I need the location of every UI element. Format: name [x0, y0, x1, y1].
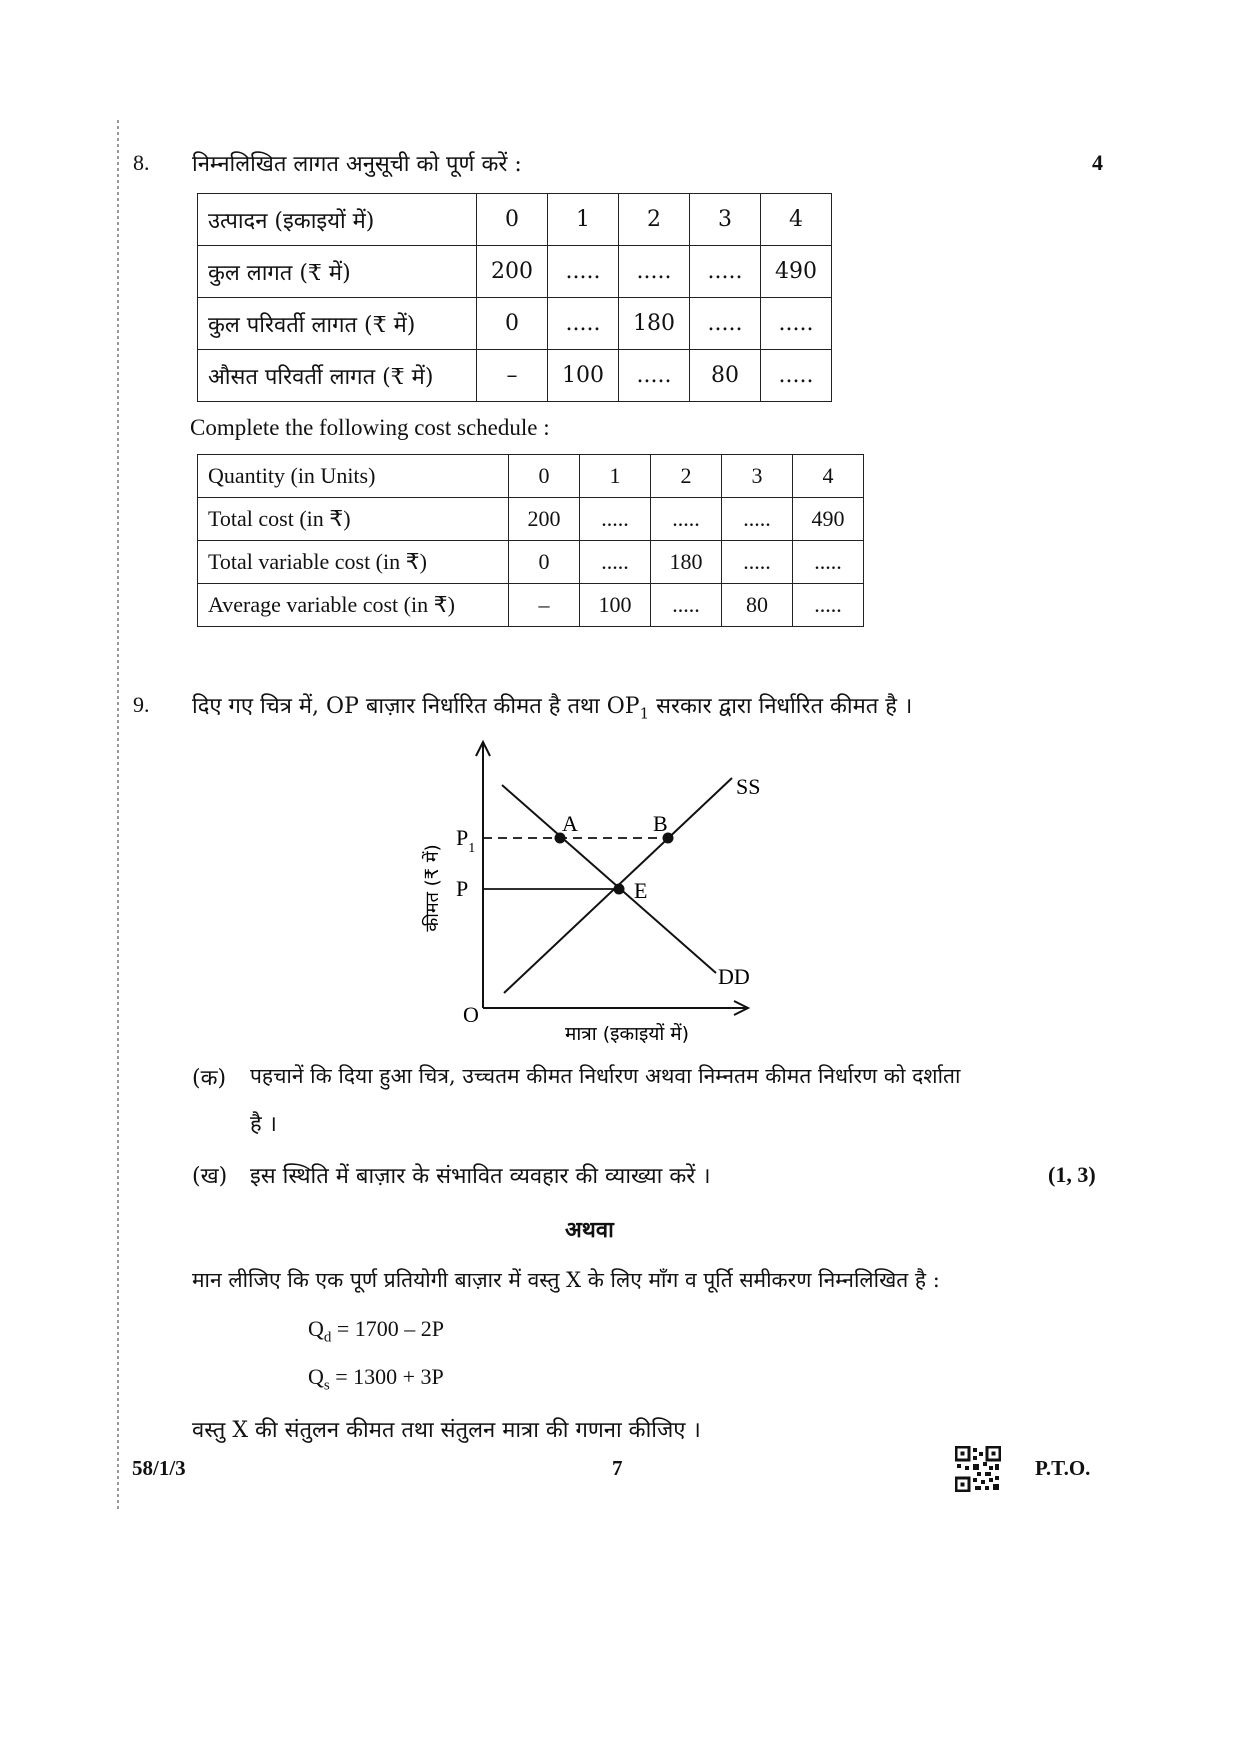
demand-curve-dd	[502, 785, 716, 973]
table-row	[198, 584, 864, 627]
table-cell: 4	[793, 455, 864, 498]
x-axis-label: मात्रा (इकाइयों में)	[565, 1023, 690, 1045]
table-row	[198, 350, 832, 402]
table-cell: .....	[651, 498, 722, 541]
p1-label	[456, 825, 475, 856]
table-cell: .....	[761, 350, 832, 402]
p1-subscript: 1	[468, 841, 476, 856]
alternative-intro: मान लीजिए कि एक पूर्ण प्रतियोगी बाज़ार में वस्तु X के लिए माँग व पूर्ति समीकरण निम्नलिखित है :	[192, 1268, 940, 1292]
table-cell: .....	[548, 298, 619, 350]
table-cell: 490	[761, 246, 832, 298]
p-label: P	[456, 876, 469, 901]
table-cell: 180	[619, 298, 690, 350]
table-cell: .....	[722, 498, 793, 541]
table-cell: औसत परिवर्ती लागत (₹ में)	[198, 350, 477, 402]
table-row	[198, 194, 832, 246]
hindi-cost-table	[197, 193, 832, 402]
table-cell: 200	[477, 246, 548, 298]
part-a-text-line2: है ।	[250, 1112, 278, 1137]
question-9-stem-part-b: सरकार द्वारा निर्धारित कीमत है ।	[649, 694, 913, 719]
table-cell: 1	[548, 194, 619, 246]
table-cell: .....	[793, 584, 864, 627]
question-9-number: 9.	[133, 692, 150, 717]
table-cell: .....	[722, 541, 793, 584]
table-cell: .....	[619, 350, 690, 402]
table-cell: 0	[477, 194, 548, 246]
question-9-stem	[192, 690, 912, 722]
supply-equation	[308, 1364, 444, 1394]
question-8-english-prompt: Complete the following cost schedule :	[190, 415, 550, 440]
supply-equation-subscript: s	[323, 1377, 330, 1394]
table-cell: 100	[548, 350, 619, 402]
alternative-task: वस्तु X की संतुलन कीमत तथा संतुलन मात्रा की गणना कीजिए ।	[192, 1418, 701, 1443]
table-cell: Total variable cost (in ₹)	[198, 541, 509, 584]
table-cell: 3	[722, 455, 793, 498]
price-floor-diagram	[400, 728, 780, 1048]
table-cell: 2	[619, 194, 690, 246]
supply-equation-q: Q	[308, 1364, 324, 1389]
part-a-text-line1: पहचानें कि दिया हुआ चित्र, उच्चतम कीमत निर्धारण अथवा निम्नतम कीमत निर्धारण को दर्शाता	[250, 1064, 961, 1088]
qr-code-icon	[955, 1446, 1001, 1492]
supply-equation-rest: = 1300 + 3P	[329, 1364, 444, 1389]
table-cell: 1	[580, 455, 651, 498]
question-8-number: 8.	[133, 150, 150, 175]
table-cell: 0	[509, 455, 580, 498]
table-row	[198, 246, 832, 298]
table-cell: 0	[477, 298, 548, 350]
table-cell: 490	[793, 498, 864, 541]
page-number: 7	[612, 1456, 623, 1480]
table-cell: 2	[651, 455, 722, 498]
table-row	[198, 455, 864, 498]
table-cell: 180	[651, 541, 722, 584]
question-8-marks: 4	[1092, 150, 1103, 175]
point-e-dot	[614, 884, 625, 895]
table-cell: Total cost (in ₹)	[198, 498, 509, 541]
margin-dotted-line	[117, 120, 119, 1510]
table-cell: .....	[580, 498, 651, 541]
question-9-marks: (1, 3)	[1048, 1162, 1096, 1187]
point-b-label: B	[653, 811, 668, 836]
question-8-hindi-prompt: निम्नलिखित लागत अनुसूची को पूर्ण करें :	[192, 152, 522, 177]
table-cell: Average variable cost (in ₹)	[198, 584, 509, 627]
table-cell: कुल लागत (₹ में)	[198, 246, 477, 298]
table-cell: .....	[793, 541, 864, 584]
table-cell: .....	[619, 246, 690, 298]
or-separator: अथवा	[565, 1217, 614, 1243]
supply-label: SS	[736, 774, 761, 799]
part-a-label: (क)	[192, 1066, 227, 1091]
table-cell: 100	[580, 584, 651, 627]
table-cell: –	[477, 350, 548, 402]
p1-letter: P	[456, 825, 469, 850]
paper-code: 58/1/3	[132, 1456, 186, 1480]
question-9-stem-part-a: दिए गए चित्र में, OP बाज़ार निर्धारित कीमत है तथा OP	[192, 694, 640, 719]
part-b-text: इस स्थिति में बाज़ार के संभावित व्यवहार की व्याख्या करें ।	[250, 1164, 711, 1189]
table-cell: .....	[761, 298, 832, 350]
demand-label: DD	[718, 964, 750, 989]
table-cell: .....	[580, 541, 651, 584]
demand-equation-q: Q	[308, 1316, 324, 1341]
table-cell: 4	[761, 194, 832, 246]
table-row	[198, 541, 864, 584]
table-cell: Quantity (in Units)	[198, 455, 509, 498]
table-cell: .....	[690, 246, 761, 298]
origin-label: O	[463, 1002, 479, 1027]
table-cell: –	[509, 584, 580, 627]
demand-equation-subscript: d	[323, 1329, 332, 1346]
table-cell: .....	[651, 584, 722, 627]
demand-equation	[308, 1316, 444, 1346]
table-cell: .....	[690, 298, 761, 350]
please-turn-over: P.T.O.	[1035, 1456, 1091, 1480]
table-cell: उत्पादन (इकाइयों में)	[198, 194, 477, 246]
point-a-label: A	[562, 811, 578, 836]
table-cell: 80	[722, 584, 793, 627]
table-cell: कुल परिवर्ती लागत (₹ में)	[198, 298, 477, 350]
point-e-label: E	[634, 878, 648, 903]
demand-equation-rest: = 1700 – 2P	[331, 1316, 445, 1341]
english-cost-table	[197, 454, 864, 627]
table-row	[198, 298, 832, 350]
table-cell: 0	[509, 541, 580, 584]
y-axis-label: कीमत (₹ में)	[422, 844, 443, 932]
table-cell: 80	[690, 350, 761, 402]
table-cell: 3	[690, 194, 761, 246]
question-9-stem-subscript: 1	[639, 704, 650, 723]
part-b-label: (ख)	[192, 1164, 228, 1189]
table-row	[198, 498, 864, 541]
table-cell: 200	[509, 498, 580, 541]
table-cell: .....	[548, 246, 619, 298]
